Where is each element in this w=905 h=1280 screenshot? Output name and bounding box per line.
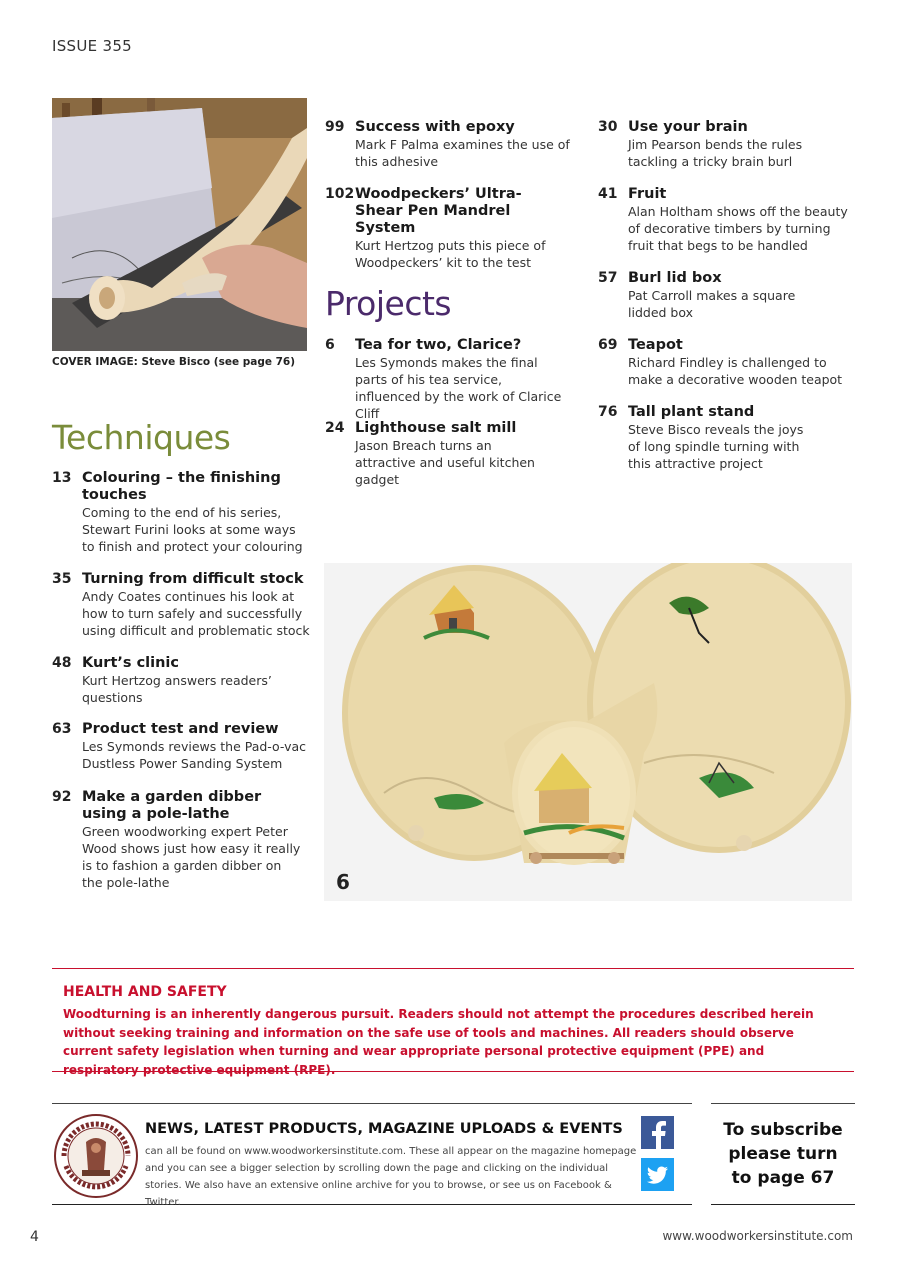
entry-description: Steve Bisco reveals the joys of long spindle turning with this attractive project bbox=[628, 422, 804, 471]
page-number: 76 bbox=[598, 404, 618, 420]
entry-description: Pat Carroll makes a square lidded box bbox=[628, 288, 796, 320]
issue-number: ISSUE 355 bbox=[52, 37, 133, 55]
techniques-heading: Techniques bbox=[52, 418, 231, 457]
entry-title: Success with epoxy bbox=[355, 119, 515, 135]
news-text: can all be found on www.woodworkersinstitute.com. These all appear on the magazine homepage and you can see a bigger selection by scrolling down the page and clicking on the individual stories. We also have an extensive online archive for you to browse, or see us on Facebook & Twitter. bbox=[145, 1146, 637, 1208]
page-number: 13 bbox=[52, 470, 72, 486]
twitter-icon[interactable] bbox=[641, 1158, 674, 1191]
subscribe-line-3: to page 67 bbox=[731, 1168, 835, 1188]
entry-title: Teapot bbox=[628, 337, 683, 353]
facebook-icon[interactable] bbox=[641, 1116, 674, 1149]
entry-description: Les Symonds reviews the Pad-o-vac Dustless Power Sanding System bbox=[82, 739, 307, 771]
entry-title: Burl lid box bbox=[628, 270, 722, 286]
entry-title: Product test and review bbox=[82, 721, 279, 737]
entry-title: Lighthouse salt mill bbox=[355, 420, 517, 436]
page-number: 24 bbox=[325, 420, 345, 436]
feature-page-number: 6 bbox=[336, 870, 350, 894]
subscribe-box[interactable] bbox=[711, 1103, 855, 1205]
subscribe-text bbox=[711, 1118, 855, 1190]
entry-description: Jim Pearson bends the rules tackling a tricky brain burl bbox=[628, 137, 803, 169]
entry-title: Use your brain bbox=[628, 119, 748, 135]
entry-description: Alan Holtham shows off the beauty of decorative timbers by turning fruit that begs to be handled bbox=[628, 204, 848, 253]
feature-image bbox=[324, 563, 852, 901]
news-box bbox=[52, 1103, 692, 1208]
entry-title: Tea for two, Clarice? bbox=[355, 337, 522, 353]
footer-url[interactable]: www.woodworkersinstitute.com bbox=[662, 1229, 853, 1243]
entry-description: Kurt Hertzog answers readers’ questions bbox=[82, 673, 272, 705]
entry-description: Andy Coates continues his look at how to turn safely and successfully using difficult and problematic stock bbox=[82, 589, 310, 638]
cover-image bbox=[52, 98, 307, 351]
health-safety-title: HEALTH AND SAFETY bbox=[63, 984, 227, 1000]
entry-title: Fruit bbox=[628, 186, 667, 202]
page-number: 35 bbox=[52, 571, 72, 587]
cover-caption: COVER IMAGE: Steve Bisco (see page 76) bbox=[52, 356, 296, 368]
entry-title: Tall plant stand bbox=[628, 404, 755, 420]
entry-description: Les Symonds makes the final parts of his tea service, influenced by the work of Clarice Cliff bbox=[355, 355, 562, 421]
page-number: 41 bbox=[598, 186, 618, 202]
projects-heading: Projects bbox=[325, 284, 452, 323]
entry-title: Woodpeckers’ Ultra-Shear Pen Mandrel System bbox=[355, 186, 522, 236]
page-number: 69 bbox=[598, 337, 618, 353]
health-safety-box bbox=[52, 968, 854, 1077]
entry-title: Colouring – the finishing touches bbox=[82, 470, 281, 503]
news-title: NEWS, LATEST PRODUCTS, MAGAZINE UPLOADS & EVENTS bbox=[145, 1121, 623, 1137]
page-number: 30 bbox=[598, 119, 618, 135]
subscribe-line-1: To subscribe bbox=[723, 1120, 843, 1140]
page-number: 57 bbox=[598, 270, 618, 286]
entry-description: Kurt Hertzog puts this piece of Woodpeckers’ kit to the test bbox=[355, 238, 546, 270]
health-safety-text: Woodturning is an inherently dangerous pursuit. Readers should not attempt the procedures described herein without seeking training and information on the safe use of tools and machines. All readers should observe current safety legislation when turning and wear appropriate personal protective equipment (PPE) and respiratory protective equipment (RPE). bbox=[63, 1007, 814, 1077]
page-number: 48 bbox=[52, 655, 72, 671]
page-number: 99 bbox=[325, 119, 345, 135]
page-number-footer: 4 bbox=[30, 1229, 39, 1245]
entry-description: Jason Breach turns an attractive and useful kitchen gadget bbox=[355, 438, 535, 487]
entry-description: Coming to the end of his series, Stewart Furini looks at some ways to finish and protect your colouring bbox=[82, 505, 303, 554]
woodworkers-institute-logo bbox=[52, 1112, 140, 1200]
page-number: 92 bbox=[52, 789, 72, 805]
page-number: 63 bbox=[52, 721, 72, 737]
page-number: 6 bbox=[325, 337, 335, 353]
entry-description: Mark F Palma examines the use of this adhesive bbox=[355, 137, 570, 169]
subscribe-line-2: please turn bbox=[728, 1144, 838, 1164]
page-number: 102 bbox=[325, 186, 355, 202]
entry-description: Green woodworking expert Peter Wood shows just how easy it really is to fashion a garden dibber on the pole-lathe bbox=[82, 824, 301, 890]
entry-title: Turning from difficult stock bbox=[82, 571, 304, 587]
entry-title: Make a garden dibber using a pole-lathe bbox=[82, 789, 262, 822]
entry-title: Kurt’s clinic bbox=[82, 655, 179, 671]
entry-description: Richard Findley is challenged to make a decorative wooden teapot bbox=[628, 355, 843, 387]
